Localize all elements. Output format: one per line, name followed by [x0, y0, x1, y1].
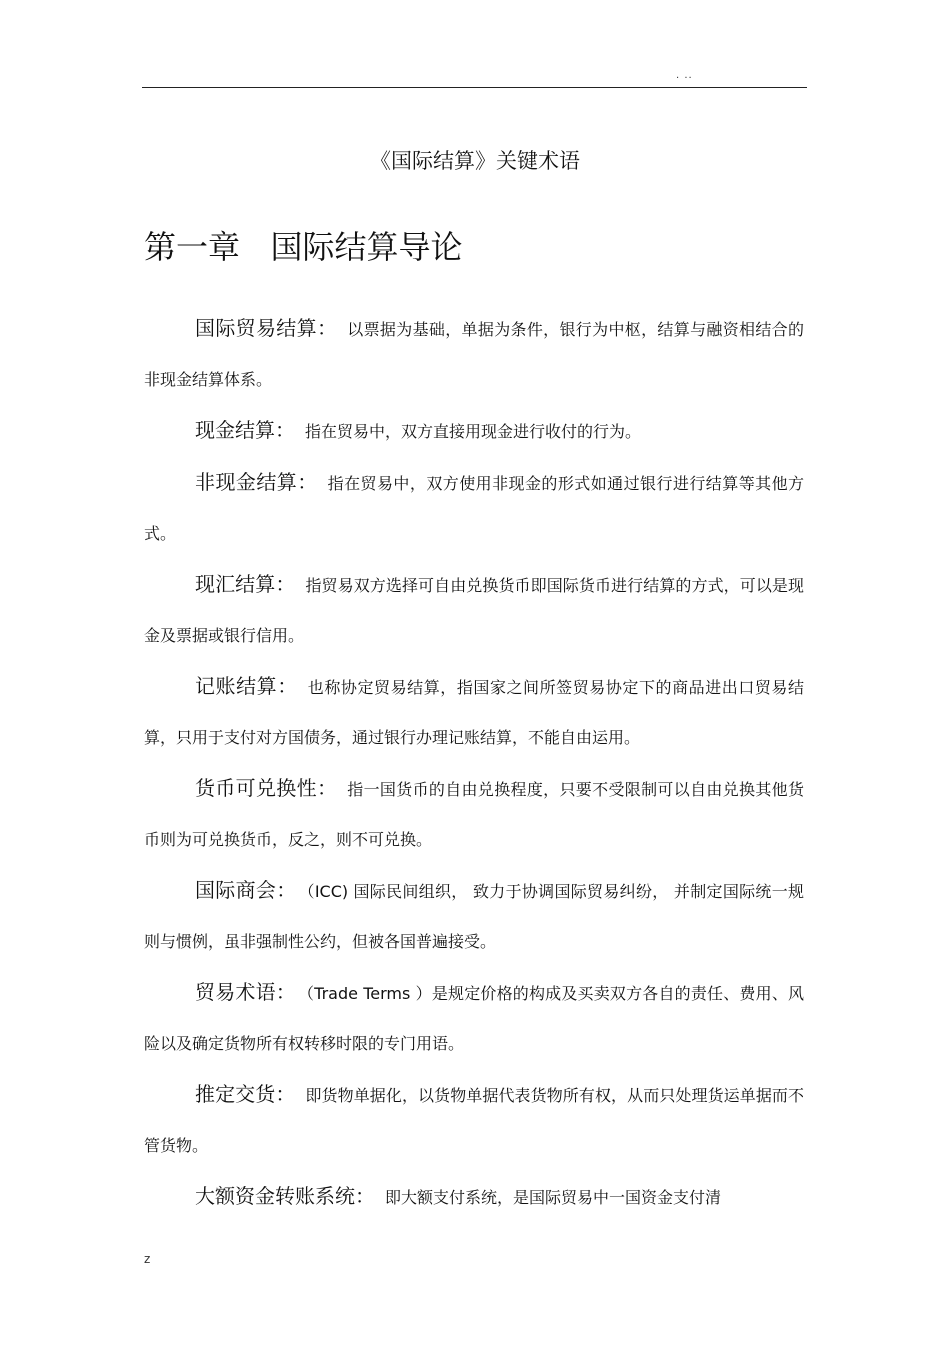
term-name: 贸易术语: [195, 980, 276, 1004]
term-separator: ：: [275, 980, 296, 1004]
header-rule: [142, 87, 807, 88]
term-definition: 即大额支付系统，是国际贸易中一国资金支付清: [385, 1188, 722, 1207]
term-name: 国际贸易结算: [195, 316, 317, 340]
footer-mark: z: [144, 1252, 151, 1266]
term-name: 非现金结算: [195, 470, 298, 494]
term-separator: ：: [275, 1082, 296, 1106]
term-definition: 指一国货币的自由兑换程度，只要不受限制可以自由兑换其他货币则为可兑换货币，反之，则不可兑换。: [144, 780, 805, 849]
term-name: 货币可兑换性: [195, 776, 317, 800]
term-separator: ：: [275, 572, 296, 596]
term-entry: [144, 559, 804, 661]
term-definition: 也称协定贸易结算，指国家之间所签贸易协定下的商品进出口贸易结算，只用于支付对方国债务，通过银行办理记账结算，不能自由运用。: [144, 678, 804, 747]
term-name: 现金结算: [195, 418, 275, 442]
header-mark: . ..: [676, 70, 693, 81]
term-definition: 指贸易双方选择可自由兑换货币即国际货币进行结算的方式，可以是现金及票据或银行信用。: [144, 576, 804, 645]
term-definition: （ICC) 国际民间组织， 致力于协调国际贸易纠纷， 并制定国际统一规则与惯例，虽非强制性公约，但被各国普遍接受。: [144, 882, 805, 951]
term-name: 现汇结算: [195, 572, 276, 596]
term-separator: ：: [276, 878, 297, 902]
term-separator: ：: [275, 418, 295, 442]
chapter-title: 第一章 国际结算导论: [144, 228, 463, 266]
term-name: 大额资金转账系统: [195, 1184, 355, 1208]
term-entry: [144, 661, 804, 763]
term-entry: [144, 967, 804, 1069]
term-separator: ：: [316, 316, 338, 340]
term-definition: （Trade Terms ）是规定价格的构成及买卖双方各自的责任、费用、风险以及确定货物所有权转移时限的专门用语。: [144, 984, 805, 1053]
term-entry: [144, 457, 804, 559]
term-definition: 以票据为基础，单据为条件，银行为中枢，结算与融资相结合的非现金结算体系。: [144, 320, 805, 389]
term-entry: [144, 763, 804, 865]
term-definition: 即货物单据化，以货物单据代表货物所有权，从而只处理货运单据而不管货物。: [144, 1086, 804, 1155]
term-separator: ：: [316, 776, 338, 800]
term-name: 推定交货: [195, 1082, 276, 1106]
term-definition: 指在贸易中，双方使用非现金的形式如通过银行进行结算等其他方式。: [144, 474, 805, 543]
term-separator: ：: [277, 674, 298, 698]
term-entry: [144, 303, 804, 405]
term-name: 记账结算: [195, 674, 278, 698]
term-name: 国际商会: [195, 878, 277, 902]
term-list: [144, 303, 804, 1223]
term-entry: [144, 405, 804, 457]
term-entry: [144, 1171, 804, 1223]
document-title: 《国际结算》关键术语: [370, 149, 580, 173]
term-separator: ：: [297, 470, 318, 494]
term-entry: [144, 865, 804, 967]
term-definition: 指在贸易中，双方直接用现金进行收付的行为。: [305, 422, 642, 441]
term-separator: ：: [355, 1184, 375, 1208]
term-entry: [144, 1069, 804, 1171]
